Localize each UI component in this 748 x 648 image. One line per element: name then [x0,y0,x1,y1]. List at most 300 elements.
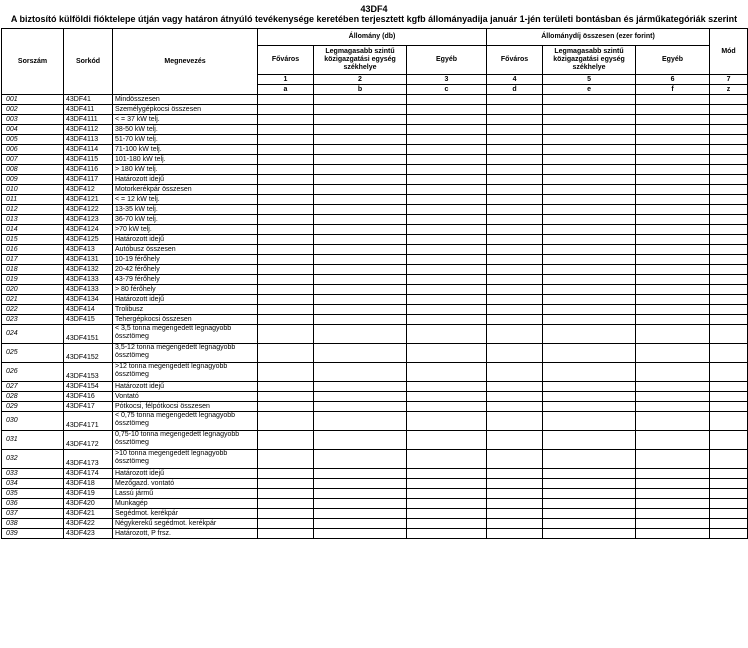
data-cell[interactable] [487,382,543,392]
data-cell[interactable] [258,265,314,275]
data-cell[interactable] [710,245,748,255]
data-cell[interactable] [543,225,636,235]
row-code: 43DF415 [64,315,113,325]
data-cell[interactable] [258,325,314,344]
data-cell[interactable] [636,489,710,499]
data-cell[interactable] [258,125,314,135]
data-cell[interactable] [407,165,487,175]
row-number: 013 [2,215,64,225]
data-cell[interactable] [487,363,543,382]
data-cell[interactable] [314,125,407,135]
data-cell[interactable] [710,344,748,363]
data-cell[interactable] [407,519,487,529]
data-cell[interactable] [258,344,314,363]
data-cell[interactable] [710,295,748,305]
data-cell[interactable] [258,489,314,499]
data-cell[interactable] [487,235,543,245]
data-cell[interactable] [487,431,543,450]
data-cell[interactable] [543,105,636,115]
data-cell[interactable] [487,519,543,529]
data-cell[interactable] [710,392,748,402]
data-cell[interactable] [543,125,636,135]
data-cell[interactable] [710,205,748,215]
data-cell[interactable] [487,295,543,305]
data-cell[interactable] [407,115,487,125]
data-cell[interactable] [258,235,314,245]
data-cell[interactable] [636,215,710,225]
data-cell[interactable] [543,431,636,450]
data-cell[interactable] [543,205,636,215]
data-cell[interactable] [407,450,487,469]
data-cell[interactable] [407,382,487,392]
row-number: 006 [2,145,64,155]
data-cell[interactable] [407,529,487,539]
data-cell[interactable] [636,275,710,285]
data-cell[interactable] [487,305,543,315]
data-cell[interactable] [407,135,487,145]
data-cell[interactable] [710,382,748,392]
data-cell[interactable] [258,315,314,325]
data-cell[interactable] [487,215,543,225]
data-cell[interactable] [407,175,487,185]
data-cell[interactable] [636,412,710,431]
data-cell[interactable] [314,145,407,155]
data-cell[interactable] [258,285,314,295]
row-label: Határozott idejű [113,175,258,185]
data-cell[interactable] [314,431,407,450]
data-cell[interactable] [487,479,543,489]
data-cell[interactable] [543,255,636,265]
data-cell[interactable] [636,382,710,392]
table-row [2,115,748,125]
data-cell[interactable] [487,175,543,185]
data-cell[interactable] [314,255,407,265]
row-label: 10-19 férőhely [113,255,258,265]
data-cell[interactable] [636,469,710,479]
data-cell[interactable] [314,382,407,392]
data-cell[interactable] [543,165,636,175]
col-letter: f [636,85,710,95]
data-cell[interactable] [710,175,748,185]
data-cell[interactable] [407,489,487,499]
row-code: 43DF4173 [64,450,113,469]
data-cell[interactable] [258,392,314,402]
data-cell[interactable] [636,235,710,245]
data-cell[interactable] [314,165,407,175]
data-cell[interactable] [636,115,710,125]
data-cell[interactable] [487,412,543,431]
data-cell[interactable] [487,145,543,155]
data-cell[interactable] [314,479,407,489]
data-cell[interactable] [710,125,748,135]
data-cell[interactable] [710,431,748,450]
data-cell[interactable] [487,469,543,479]
data-cell[interactable] [543,402,636,412]
data-cell[interactable] [407,105,487,115]
data-cell[interactable] [407,469,487,479]
data-cell[interactable] [710,479,748,489]
data-cell[interactable] [636,185,710,195]
data-cell[interactable] [314,392,407,402]
data-cell[interactable] [636,344,710,363]
data-cell[interactable] [636,295,710,305]
data-cell[interactable] [543,215,636,225]
data-cell[interactable] [258,469,314,479]
data-cell[interactable] [407,125,487,135]
data-cell[interactable] [636,155,710,165]
data-cell[interactable] [543,275,636,285]
data-cell[interactable] [258,175,314,185]
data-cell[interactable] [258,479,314,489]
data-cell[interactable] [487,185,543,195]
data-cell[interactable] [258,402,314,412]
data-cell[interactable] [543,185,636,195]
data-cell[interactable] [543,489,636,499]
data-cell[interactable] [710,275,748,285]
data-cell[interactable] [314,529,407,539]
data-cell[interactable] [258,499,314,509]
data-cell[interactable] [314,325,407,344]
data-cell[interactable] [258,509,314,519]
data-cell[interactable] [407,499,487,509]
data-cell[interactable] [543,285,636,295]
data-cell[interactable] [258,145,314,155]
data-cell[interactable] [407,431,487,450]
data-cell[interactable] [314,235,407,245]
data-cell[interactable] [710,519,748,529]
data-cell[interactable] [258,155,314,165]
data-cell[interactable] [258,275,314,285]
data-cell[interactable] [543,479,636,489]
data-cell[interactable] [710,315,748,325]
data-cell[interactable] [258,305,314,315]
data-cell[interactable] [314,265,407,275]
data-cell[interactable] [710,469,748,479]
data-cell[interactable] [710,135,748,145]
data-cell[interactable] [258,215,314,225]
data-cell[interactable] [543,235,636,245]
data-cell[interactable] [407,195,487,205]
header-fovaros-2: Főváros [487,46,543,75]
row-code: 43DF417 [64,402,113,412]
row-label: 13-35 kW telj. [113,205,258,215]
data-cell[interactable] [710,105,748,115]
data-cell[interactable] [407,285,487,295]
table-row [2,155,748,165]
row-code: 43DF4111 [64,115,113,125]
data-cell[interactable] [487,392,543,402]
data-cell[interactable] [543,95,636,105]
data-cell[interactable] [314,499,407,509]
data-cell[interactable] [407,363,487,382]
data-cell[interactable] [543,325,636,344]
data-cell[interactable] [314,412,407,431]
data-cell[interactable] [636,499,710,509]
data-cell[interactable] [487,205,543,215]
form-subtitle: A biztosító külföldi fióktelepe útján vagy határon átnyúló tevékenysége keretében terjesztett kgfb állományadija január 1-jén területi bontásban és járműkategóriák szerint [10,14,738,24]
data-cell[interactable] [258,205,314,215]
data-cell[interactable] [407,255,487,265]
data-cell[interactable] [487,165,543,175]
data-cell[interactable] [487,105,543,115]
data-cell[interactable] [636,305,710,315]
row-label: < = 37 kW telj. [113,115,258,125]
data-cell[interactable] [314,275,407,285]
data-cell[interactable] [710,325,748,344]
data-cell[interactable] [314,363,407,382]
data-cell[interactable] [543,499,636,509]
data-cell[interactable] [710,235,748,245]
data-cell[interactable] [543,382,636,392]
data-cell[interactable] [407,509,487,519]
data-cell[interactable] [407,305,487,315]
data-cell[interactable] [710,402,748,412]
data-cell[interactable] [258,165,314,175]
data-cell[interactable] [710,165,748,175]
data-cell[interactable] [407,479,487,489]
data-cell[interactable] [487,509,543,519]
data-cell[interactable] [258,135,314,145]
data-cell[interactable] [636,431,710,450]
data-cell[interactable] [407,95,487,105]
data-cell[interactable] [543,315,636,325]
data-cell[interactable] [710,265,748,275]
data-cell[interactable] [258,105,314,115]
data-cell[interactable] [407,325,487,344]
data-cell[interactable] [487,135,543,145]
data-cell[interactable] [407,295,487,305]
data-cell[interactable] [258,431,314,450]
data-cell[interactable] [314,245,407,255]
data-cell[interactable] [636,285,710,295]
data-cell[interactable] [407,315,487,325]
data-cell[interactable] [487,155,543,165]
data-cell[interactable] [314,344,407,363]
data-cell[interactable] [710,215,748,225]
data-cell[interactable] [543,450,636,469]
data-cell[interactable] [407,235,487,245]
data-cell[interactable] [314,402,407,412]
data-cell[interactable] [636,529,710,539]
data-cell[interactable] [407,275,487,285]
data-cell[interactable] [407,185,487,195]
row-number: 024 [2,325,64,344]
data-cell[interactable] [407,225,487,235]
data-cell[interactable] [710,450,748,469]
data-cell[interactable] [487,95,543,105]
data-cell[interactable] [636,255,710,265]
data-cell[interactable] [487,115,543,125]
data-cell[interactable] [543,135,636,145]
data-cell[interactable] [314,195,407,205]
data-cell[interactable] [487,344,543,363]
data-cell[interactable] [636,402,710,412]
data-cell[interactable] [636,245,710,255]
data-cell[interactable] [407,392,487,402]
data-cell[interactable] [636,95,710,105]
data-cell[interactable] [314,305,407,315]
data-cell[interactable] [258,450,314,469]
data-cell[interactable] [543,519,636,529]
data-cell[interactable] [314,225,407,235]
data-cell[interactable] [636,315,710,325]
data-cell[interactable] [636,135,710,145]
data-cell[interactable] [543,344,636,363]
row-label: < 0,75 tonna megengedett legnagyobb össztömeg [113,412,258,431]
data-cell[interactable] [487,275,543,285]
data-cell[interactable] [314,450,407,469]
data-cell[interactable] [543,115,636,125]
data-cell[interactable] [543,363,636,382]
data-cell[interactable] [710,145,748,155]
data-cell[interactable] [487,325,543,344]
data-cell[interactable] [314,315,407,325]
row-code: 43DF4125 [64,235,113,245]
data-cell[interactable] [258,363,314,382]
data-cell[interactable] [314,205,407,215]
row-number: 026 [2,363,64,382]
data-cell[interactable] [636,392,710,402]
row-number: 018 [2,265,64,275]
row-number: 022 [2,305,64,315]
data-cell[interactable] [543,392,636,402]
data-cell[interactable] [636,175,710,185]
data-cell[interactable] [314,285,407,295]
data-cell[interactable] [636,509,710,519]
table-row [2,125,748,135]
data-cell[interactable] [258,382,314,392]
data-cell[interactable] [258,295,314,305]
data-cell[interactable] [314,155,407,165]
data-cell[interactable] [407,205,487,215]
data-cell[interactable] [314,489,407,499]
data-cell[interactable] [710,529,748,539]
data-cell[interactable] [407,215,487,225]
data-cell[interactable] [636,363,710,382]
data-cell[interactable] [407,402,487,412]
data-cell[interactable] [636,265,710,275]
data-cell[interactable] [314,105,407,115]
data-cell[interactable] [258,225,314,235]
data-cell[interactable] [314,469,407,479]
data-cell[interactable] [314,175,407,185]
data-cell[interactable] [710,225,748,235]
data-cell[interactable] [543,195,636,205]
data-cell[interactable] [636,145,710,155]
data-cell[interactable] [710,412,748,431]
data-cell[interactable] [710,255,748,265]
data-cell[interactable] [636,165,710,175]
data-cell[interactable] [636,519,710,529]
header-egyeb-1: Egyéb [407,46,487,75]
data-cell[interactable] [710,305,748,315]
data-cell[interactable] [314,519,407,529]
data-cell[interactable] [258,412,314,431]
data-cell[interactable] [407,344,487,363]
table-row [2,215,748,225]
data-cell[interactable] [710,185,748,195]
data-cell[interactable] [314,295,407,305]
data-cell[interactable] [543,529,636,539]
data-cell[interactable] [258,519,314,529]
data-cell[interactable] [487,285,543,295]
data-cell[interactable] [314,509,407,519]
data-cell[interactable] [487,489,543,499]
data-cell[interactable] [710,285,748,295]
data-cell[interactable] [487,225,543,235]
data-cell[interactable] [636,205,710,215]
data-cell[interactable] [487,499,543,509]
data-cell[interactable] [710,509,748,519]
data-cell[interactable] [543,265,636,275]
data-cell[interactable] [487,450,543,469]
data-cell[interactable] [710,489,748,499]
data-cell[interactable] [710,115,748,125]
data-cell[interactable] [636,225,710,235]
data-cell[interactable] [487,125,543,135]
data-cell[interactable] [543,175,636,185]
data-cell[interactable] [258,195,314,205]
data-cell[interactable] [636,479,710,489]
data-cell[interactable] [543,412,636,431]
data-cell[interactable] [543,145,636,155]
data-cell[interactable] [543,469,636,479]
data-cell[interactable] [543,295,636,305]
data-cell[interactable] [407,145,487,155]
data-cell[interactable] [258,95,314,105]
data-cell[interactable] [543,245,636,255]
data-cell[interactable] [636,105,710,115]
data-cell[interactable] [636,125,710,135]
row-code: 43DF419 [64,489,113,499]
col-letter: b [314,85,407,95]
data-cell[interactable] [314,135,407,145]
data-cell[interactable] [710,195,748,205]
data-cell[interactable] [314,115,407,125]
data-cell[interactable] [487,402,543,412]
data-cell[interactable] [543,155,636,165]
data-cell[interactable] [314,95,407,105]
data-cell[interactable] [487,265,543,275]
data-cell[interactable] [407,265,487,275]
data-cell[interactable] [636,325,710,344]
data-cell[interactable] [710,95,748,105]
data-cell[interactable] [636,195,710,205]
data-cell[interactable] [487,529,543,539]
data-cell[interactable] [258,245,314,255]
data-cell[interactable] [258,529,314,539]
data-cell[interactable] [710,155,748,165]
data-cell[interactable] [487,195,543,205]
data-cell[interactable] [487,245,543,255]
data-cell[interactable] [258,115,314,125]
data-cell[interactable] [710,363,748,382]
data-cell[interactable] [487,255,543,265]
row-label: < 3,5 tonna megengedett legnagyobb össztömeg [113,325,258,344]
data-cell[interactable] [407,412,487,431]
data-cell[interactable] [636,450,710,469]
data-cell[interactable] [407,245,487,255]
data-cell[interactable] [407,155,487,165]
data-cell[interactable] [314,215,407,225]
data-cell[interactable] [314,185,407,195]
data-cell[interactable] [258,255,314,265]
data-cell[interactable] [543,509,636,519]
data-cell[interactable] [258,185,314,195]
data-cell[interactable] [543,305,636,315]
data-cell[interactable] [487,315,543,325]
data-cell[interactable] [710,499,748,509]
